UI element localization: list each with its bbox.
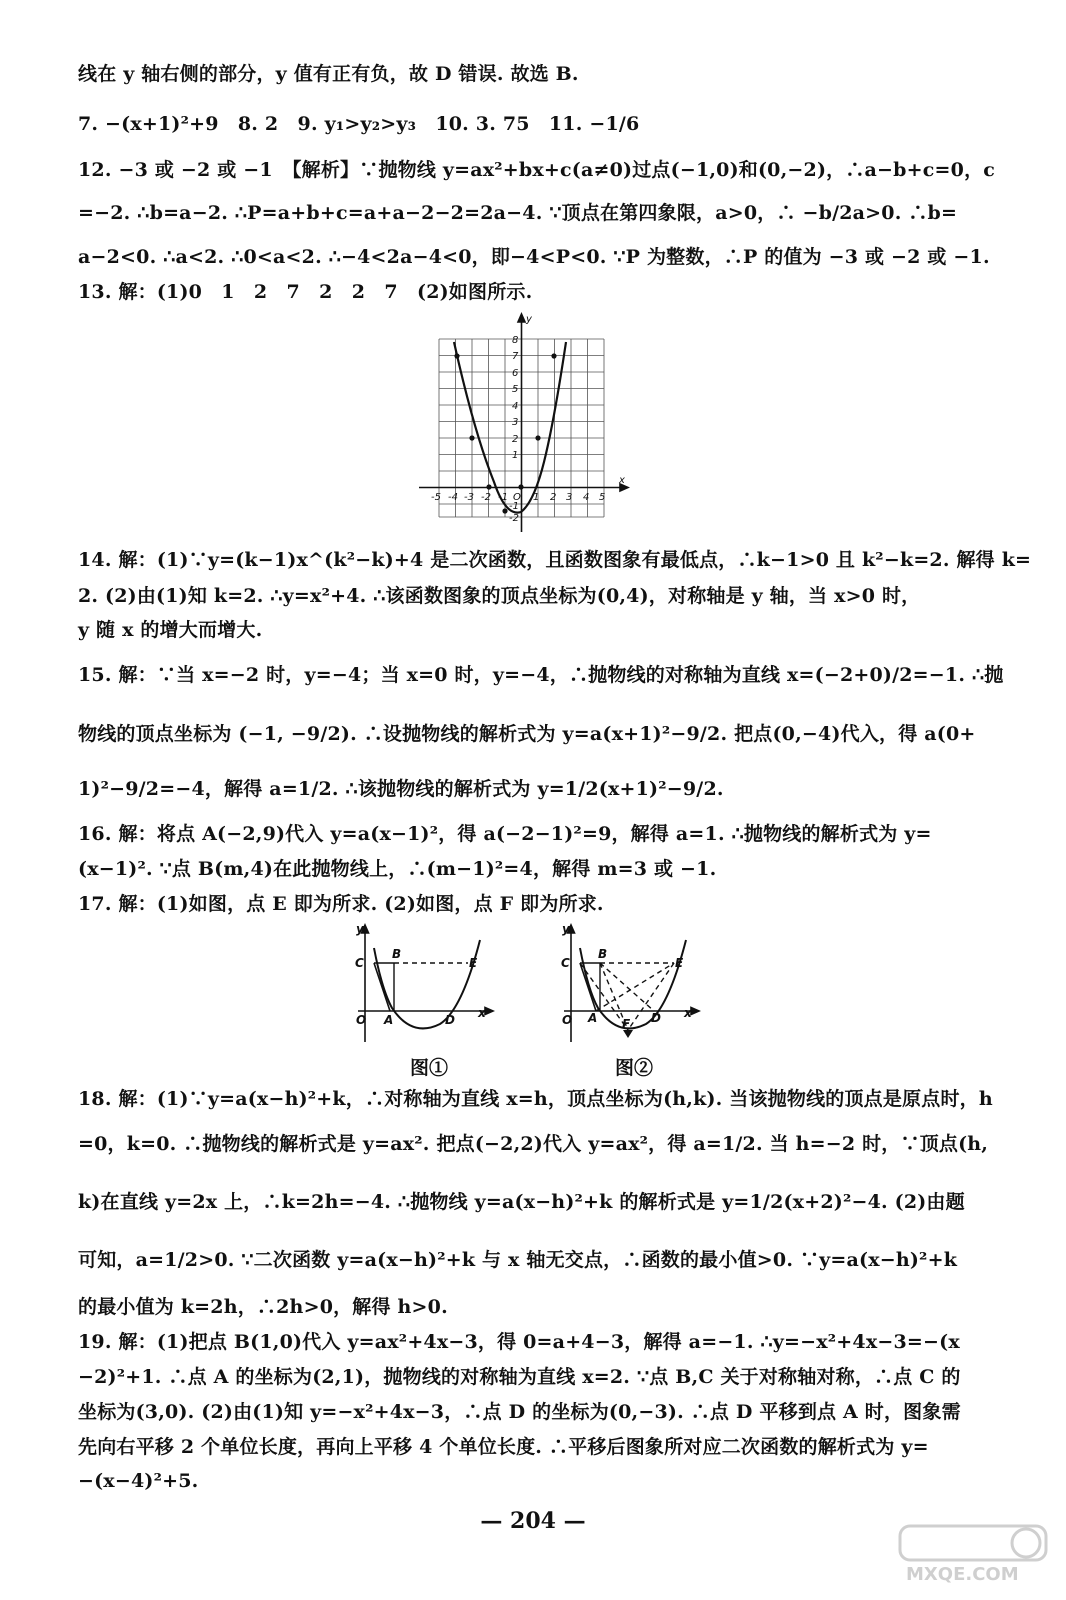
- text-line: 13. 解：(1)0 1 2 7 2 2 7 (2)如图所示.: [78, 281, 533, 303]
- text-line: 1)²−9/2=−4，解得 a=1/2. ∴该抛物线的解析式为 y=1/2(x+1)²−9/2.: [78, 778, 724, 800]
- svg-text:-1: -1: [509, 501, 519, 512]
- svg-text:4: 4: [512, 401, 519, 412]
- text-line: 的最小值为 k=2h，∴2h>0，解得 h>0.: [78, 1296, 448, 1318]
- text-line: 19. 解：(1)把点 B(1,0)代入 y=ax²+4x−3，得 0=a+4−3，解得 a=−1. ∴y=−x²+4x−3=−(x: [78, 1331, 960, 1353]
- svg-text:D: D: [445, 1013, 455, 1027]
- svg-text:y: y: [562, 922, 570, 936]
- svg-text:7: 7: [512, 351, 519, 362]
- svg-text:4: 4: [583, 492, 590, 503]
- text-line: =0，k=0. ∴抛物线的解析式是 y=ax². 把点(−2,2)代入 y=ax²，得 a=1/2. 当 h=−2 时，∵顶点(h,: [78, 1133, 989, 1155]
- text-line: 17. 解：(1)如图，点 E 即为所求. (2)如图，点 F 即为所求.: [78, 893, 604, 915]
- svg-text:F: F: [622, 1017, 631, 1031]
- svg-text:3: 3: [566, 492, 573, 503]
- svg-text:C: C: [561, 956, 570, 970]
- svg-text:O: O: [562, 1013, 573, 1027]
- text-line: =−2. ∴b=a−2. ∴P=a+b+c=a+a−2−2=2a−4. ∵顶点在第四象限，a>0，∴ −b/2a>0. ∴b=: [78, 202, 958, 224]
- svg-text:A: A: [384, 1013, 394, 1027]
- svg-text:-5: -5: [431, 492, 441, 503]
- svg-text:2: 2: [550, 492, 557, 503]
- text-line: a−2<0. ∴a<2. ∴0<a<2. ∴−4<2a−4<0，即−4<P<0. ∵P 为整数，∴P 的值为 −3 或 −2 或 −1.: [78, 246, 990, 268]
- text-line: 线在 y 轴右侧的部分，y 值有正有负，故 D 错误. 故选 B.: [78, 63, 579, 85]
- figure-1: [350, 920, 500, 1050]
- svg-text:x: x: [684, 1006, 692, 1020]
- svg-text:MXQE.COM: MXQE.COM: [906, 1564, 1019, 1585]
- svg-text:1: 1: [533, 492, 540, 503]
- svg-text:O: O: [513, 492, 521, 503]
- figure-2: [556, 920, 706, 1050]
- text-line: 18. 解：(1)∵y=a(x−h)²+k，∴对称轴为直线 x=h，顶点坐标为(h,k). 当该抛物线的顶点是原点时，h: [78, 1088, 993, 1110]
- svg-text:B: B: [598, 947, 608, 961]
- text-line: k)在直线 y=2x 上，∴k=2h=−4. ∴抛物线 y=a(x−h)²+k 的解析式是 y=1/2(x+2)²−4. (2)由题: [78, 1191, 965, 1213]
- text-line: y 随 x 的增大而增大.: [78, 619, 263, 641]
- text-line: −(x−4)²+5.: [78, 1470, 199, 1492]
- svg-text:y: y: [356, 922, 364, 936]
- figure-1-caption: 图①: [410, 1057, 449, 1079]
- svg-text:-1: -1: [498, 492, 508, 503]
- text-line: (x−1)². ∵点 B(m,4)在此抛物线上，∴(m−1)²=4，解得 m=3 或 −1.: [78, 858, 717, 880]
- text-line: 坐标为(3,0). (2)由(1)知 y=−x²+4x−3，∴点 D 的坐标为(0,−3). ∴点 D 平移到点 A 时，图象需: [78, 1401, 961, 1423]
- parabola-graph-13: [414, 312, 634, 537]
- svg-text:x: x: [478, 1006, 486, 1020]
- text-line: 14. 解：(1)∵y=(k−1)x^(k²−k)+4 是二次函数，且函数图象有最低点，∴k−1>0 且 k²−k=2. 解得 k=: [78, 549, 1032, 571]
- svg-text:5: 5: [512, 384, 519, 395]
- svg-text:B: B: [392, 947, 402, 961]
- graph-13: [414, 312, 634, 537]
- text-line: 15. 解：∵当 x=−2 时，y=−4；当 x=0 时，y=−4，∴抛物线的对称轴为直线 x=(−2+0)/2=−1. ∴抛: [78, 664, 1004, 686]
- svg-text:-2: -2: [509, 513, 519, 524]
- svg-text:6: 6: [512, 368, 519, 379]
- text-line: 物线的顶点坐标为 (−1, −9/2). ∴设抛物线的解析式为 y=a(x+1)²−9/2. 把点(0,−4)代入，得 a(0+: [78, 723, 976, 745]
- text-line: 先向右平移 2 个单位长度，再向上平移 4 个单位长度. ∴平移后图象所对应二次函数的解析式为 y=: [78, 1436, 929, 1458]
- text-line: 2. (2)由(1)知 k=2. ∴y=x²+4. ∴该函数图象的顶点坐标为(0,4)，对称轴是 y 轴，当 x>0 时，: [78, 585, 921, 607]
- svg-text:A: A: [588, 1011, 598, 1025]
- svg-text:E: E: [469, 956, 478, 970]
- svg-text:5: 5: [599, 492, 606, 503]
- text-line: 7. −(x+1)²+9 8. 2 9. y₁>y₂>y₃ 10. 3. 75 11. −1/6: [78, 113, 640, 135]
- svg-text:-4: -4: [448, 492, 458, 503]
- svg-text:D: D: [651, 1011, 661, 1025]
- text-line: 12. −3 或 −2 或 −1 【解析】∵抛物线 y=ax²+bx+c(a≠0)过点(−1,0)和(0,−2)，∴a−b+c=0，c: [78, 159, 996, 181]
- watermark-logo: [898, 1524, 1048, 1586]
- svg-text:1: 1: [512, 450, 519, 461]
- svg-text:3: 3: [512, 417, 519, 428]
- svg-text:y: y: [526, 314, 532, 325]
- svg-text:C: C: [355, 956, 364, 970]
- figure-2-caption: 图②: [615, 1057, 654, 1079]
- svg-text:-2: -2: [481, 492, 491, 503]
- text-line: 可知，a=1/2>0. ∵二次函数 y=a(x−h)²+k 与 x 轴无交点，∴函数的最小值>0. ∵y=a(x−h)²+k: [78, 1249, 958, 1271]
- svg-text:8: 8: [512, 335, 519, 346]
- svg-text:E: E: [675, 956, 684, 970]
- svg-text:-3: -3: [464, 492, 474, 503]
- text-line: 16. 解：将点 A(−2,9)代入 y=a(x−1)²，得 a(−2−1)²=9，解得 a=1. ∴抛物线的解析式为 y=: [78, 823, 932, 845]
- svg-text:O: O: [356, 1013, 367, 1027]
- page-number: — 204 —: [480, 1508, 586, 1534]
- svg-text:2: 2: [512, 434, 519, 445]
- text-line: −2)²+1. ∴点 A 的坐标为(2,1)，抛物线的对称轴为直线 x=2. ∵点 B,C 关于对称轴对称，∴点 C 的: [78, 1366, 961, 1388]
- svg-text:x: x: [619, 475, 625, 486]
